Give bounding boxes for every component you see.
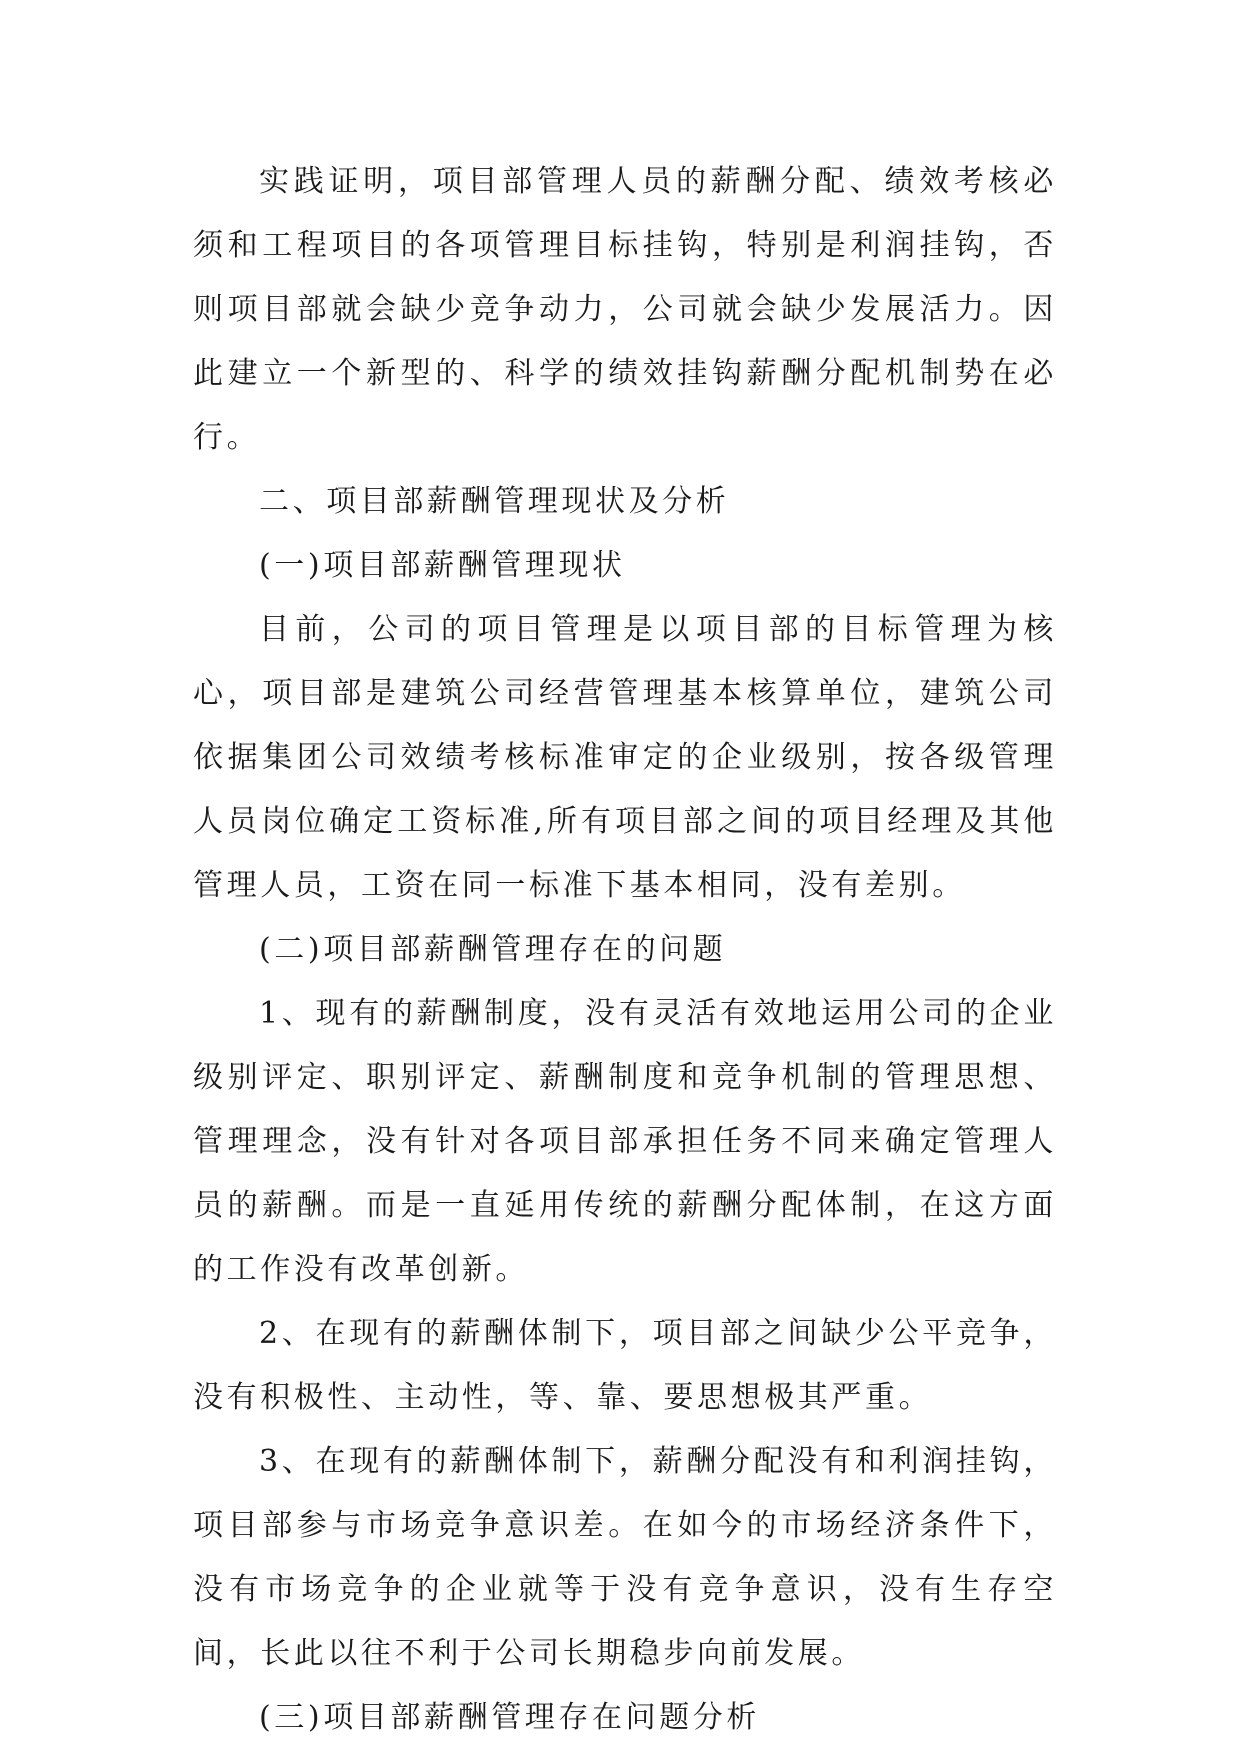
- subsection-heading-1: (一)项目部薪酬管理现状: [259, 548, 626, 583]
- paragraph-problem-2: 2、在现有的薪酬体制下，项目部之间缺少公平竞争，没有积极性、主动性，等、靠、要思想极其严重。: [193, 1316, 1057, 1415]
- paragraph-problem-1: 1、现有的薪酬制度，没有灵活有效地运用公司的企业级别评定、职别评定、薪酬制度和竞争机制的管理思想、管理理念，没有针对各项目部承担任务不同来确定管理人员的薪酬。而是一直延用传统的薪酬分配体制，在这方面的工作没有改革创新。: [193, 996, 1057, 1287]
- subsection-heading-2: (二)项目部薪酬管理存在的问题: [259, 932, 727, 967]
- document-body: [193, 150, 1057, 1750]
- subsection-heading-3: (三)项目部薪酬管理存在问题分析: [259, 1700, 761, 1735]
- paragraph-current-status: 目前，公司的项目管理是以项目部的目标管理为核心，项目部是建筑公司经营管理基本核算单位，建筑公司依据集团公司效绩考核标准审定的企业级别，按各级管理人员岗位确定工资标准,所有项目部之间的项目经理及其他管理人员，工资在同一标准下基本相同，没有差别。: [193, 612, 1057, 903]
- paragraph-practice-proof: 实践证明，项目部管理人员的薪酬分配、绩效考核必须和工程项目的各项管理目标挂钩，特别是利润挂钩，否则项目部就会缺少竞争动力，公司就会缺少发展活力。因此建立一个新型的、科学的绩效挂钩薪酬分配机制势在必行。: [193, 164, 1057, 455]
- section-heading-2: 二、项目部薪酬管理现状及分析: [259, 484, 730, 519]
- paragraph-problem-3: 3、在现有的薪酬体制下，薪酬分配没有和利润挂钩，项目部参与市场竞争意识差。在如今的市场经济条件下，没有市场竞争的企业就等于没有竞争意识，没有生存空间，长此以往不利于公司长期稳步向前发展。: [193, 1444, 1057, 1671]
